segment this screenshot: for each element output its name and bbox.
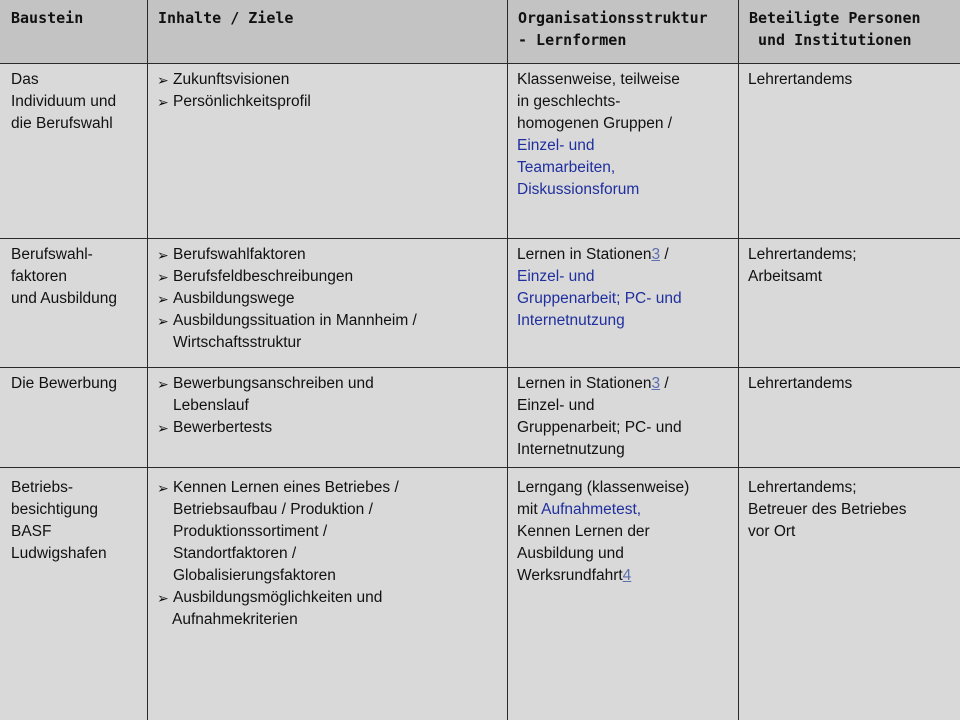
list-item: ➢ Ausbildungswege xyxy=(157,288,417,310)
row2-personen: Lehrertandems; Arbeitsamt xyxy=(748,246,857,285)
arrow-bullet-icon: ➢ xyxy=(157,247,169,263)
list-item: ➢ Berufsfeldbeschreibungen xyxy=(157,266,417,288)
row-divider xyxy=(0,467,960,468)
list-item: ➢ Berufswahlfaktoren xyxy=(157,244,417,266)
row4-organisation: Lerngang (klassenweise) mit Aufnahmetest, Kennen Lernen der Ausbildung und Werksrundfahrt4 xyxy=(517,479,690,584)
row-divider xyxy=(0,238,960,239)
header-baustein: Baustein xyxy=(11,9,84,27)
row1-personen: Lehrertandems xyxy=(748,71,853,88)
arrow-bullet-icon: ➢ xyxy=(157,291,169,307)
row2-baustein: Berufswahl- faktoren und Ausbildung xyxy=(11,246,118,307)
row4-baustein: Betriebs- besichtigung BASF Ludwigshafen xyxy=(11,479,107,562)
column-divider xyxy=(738,0,739,720)
list-item: ➢ Bewerbungsanschreiben und xyxy=(157,373,374,395)
row1-baustein: Das Individuum und die Berufswahl xyxy=(11,71,117,132)
row4-personen: Lehrertandems; Betreuer des Betriebes vor Ort xyxy=(748,479,907,540)
list-item: ➢ Ausbildungssituation in Mannheim / xyxy=(157,310,417,332)
arrow-bullet-icon: ➢ xyxy=(157,313,169,329)
row3-personen: Lehrertandems xyxy=(748,375,853,392)
list-item: ➢ Zukunftsvisionen xyxy=(157,69,311,91)
list-item: ➢ Ausbildungsmöglichkeiten und xyxy=(157,587,399,609)
arrow-bullet-icon: ➢ xyxy=(157,590,169,606)
row2-inhalte: ➢ Berufswahlfaktoren ➢ Berufsfeldbeschreibungen ➢ Ausbildungswege ➢ Ausbildungssituation in Mannheim / Wirtschaftsstruktur xyxy=(157,246,417,351)
arrow-bullet-icon: ➢ xyxy=(157,376,169,392)
row-divider xyxy=(0,63,960,64)
column-divider xyxy=(147,0,148,720)
arrow-bullet-icon: ➢ xyxy=(157,72,169,88)
column-divider xyxy=(507,0,508,720)
footnote-link[interactable]: 3 xyxy=(651,246,661,263)
header-inhalte: Inhalte / Ziele xyxy=(158,9,294,27)
row1-organisation: Klassenweise, teilweise in geschlechts- homogenen Gruppen / Einzel- und Teamarbeiten, Diskussionsforum xyxy=(517,71,680,198)
header-organisation: Organisationsstruktur - Lernformen xyxy=(518,9,708,49)
row3-inhalte: ➢ Bewerbungsanschreiben und Lebenslauf ➢ Bewerbertests xyxy=(157,373,374,439)
arrow-bullet-icon: ➢ xyxy=(157,94,169,110)
arrow-bullet-icon: ➢ xyxy=(157,269,169,285)
row3-organisation: Lernen in Stationen3 / Einzel- und Gruppenarbeit; PC- und Internetnutzung xyxy=(517,375,682,458)
arrow-bullet-icon: ➢ xyxy=(157,420,169,436)
list-item: ➢ Kennen Lernen eines Betriebes / xyxy=(157,477,399,499)
row2-organisation: Lernen in Stationen3 / Einzel- und Gruppenarbeit; PC- und Internetnutzung xyxy=(517,246,682,329)
list-item: ➢ Persönlichkeitsprofil xyxy=(157,91,311,113)
header-personen: Beteiligte Personen und Institutionen xyxy=(749,9,921,49)
footnote-link[interactable]: 3 xyxy=(651,375,661,392)
arrow-bullet-icon: ➢ xyxy=(157,480,169,496)
row1-inhalte xyxy=(157,69,311,113)
row4-inhalte: ➢ Kennen Lernen eines Betriebes / Betriebsaufbau / Produktion / Produktionssortiment / Standortfaktoren / Globalisierungsfaktoren ➢ Ausbildungsmöglichkeiten und Aufnahmekriterien xyxy=(157,479,399,628)
footnote-link[interactable]: 4 xyxy=(622,567,632,584)
row3-baustein: Die Bewerbung xyxy=(11,375,117,392)
list-item: ➢ Bewerbertests xyxy=(157,417,374,439)
row-divider xyxy=(0,367,960,368)
